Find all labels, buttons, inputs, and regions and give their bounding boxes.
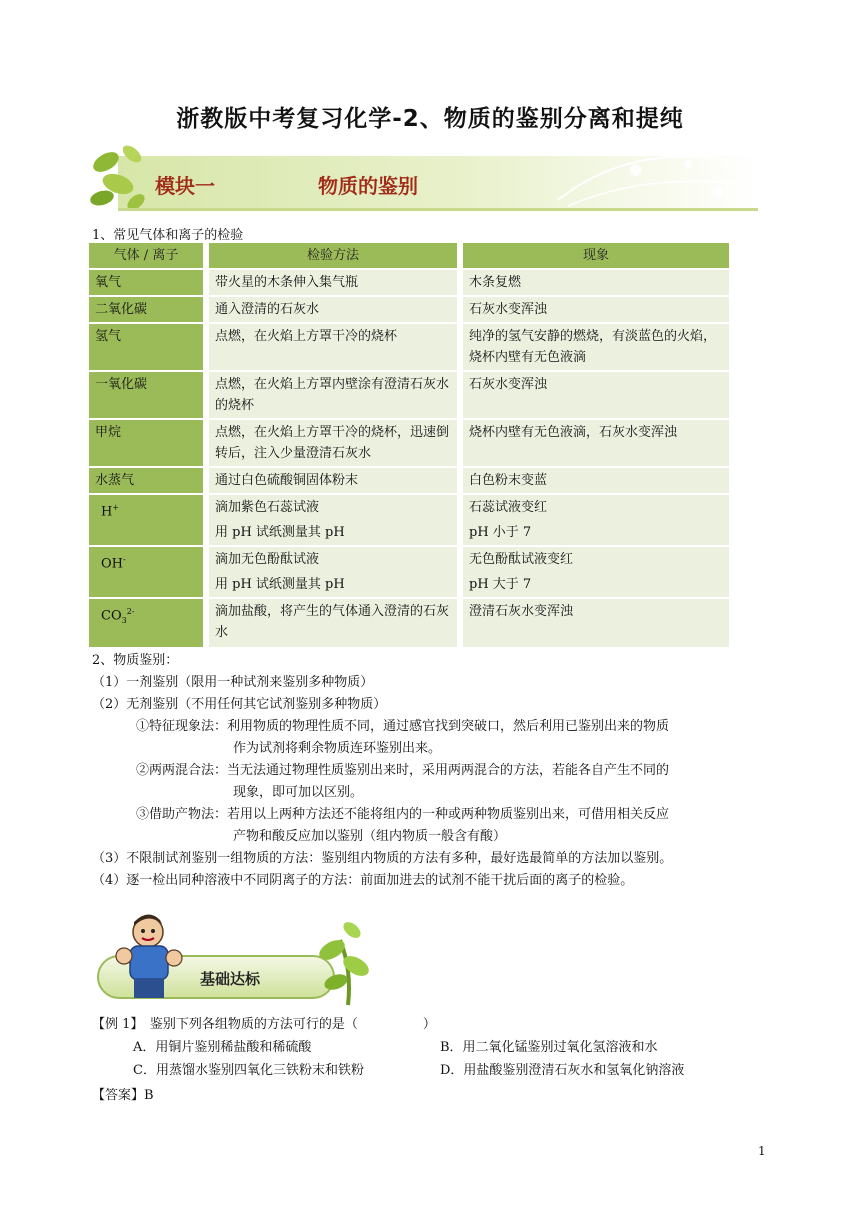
gas-name: 一氧化碳 (89, 370, 203, 418)
gas-name: 氧气 (89, 268, 203, 295)
note-item: （4）逐一检出同种溶液中不同阴离子的方法：前面加进去的试剂不能干扰后面的离子的检验。 (92, 873, 634, 888)
option-d: D．用盐酸鉴别澄清石灰水和氢氧化钠溶液 (440, 1063, 685, 1078)
method-text: 当无法通过物理性质鉴别出来时，采用两两混合的方法，若能各自产生不同的 (227, 763, 670, 778)
module-topic: 物质的鉴别 (318, 174, 418, 198)
table-row (89, 295, 729, 322)
method-text-cont: 产物和酸反应加以鉴别（组内物质一般含有酸） (233, 829, 507, 844)
method-text-cont: 作为试剂将剩余物质连环鉴别出来。 (233, 741, 442, 756)
table-row (89, 268, 729, 295)
method-label: ①特征现象法： (136, 719, 228, 734)
method-item (92, 804, 672, 826)
test-result: 纯净的氢气安静的燃烧，有淡蓝色的火焰，烧杯内壁有无色液滴 (457, 322, 729, 370)
method-item (92, 760, 672, 782)
test-result: 石灰水变浑浊 (457, 295, 729, 322)
page-title: 浙教版中考复习化学-2、物质的鉴别分离和提纯 (176, 106, 684, 132)
question-text: 鉴别下列各组物质的方法可行的是（ ） (149, 1017, 436, 1032)
test-method: 带火星的木条伸入集气瓶 (203, 268, 457, 295)
module-banner (88, 140, 758, 218)
test-method: 滴加紫色石蕊试液 (203, 493, 457, 520)
test-method: 通过白色硫酸铜固体粉末 (203, 466, 457, 493)
test-result: pH 大于 7 (457, 572, 729, 597)
test-method: 用 pH 试纸测量其 pH (203, 572, 457, 597)
table-row (89, 322, 729, 370)
note-item: （1）一剂鉴别（限用一种试剂来鉴别多种物质） (92, 675, 374, 690)
test-method: 滴加无色酚酞试液 (203, 545, 457, 572)
detection-table (89, 243, 729, 647)
test-method: 点燃，在火焰上方罩内壁涂有澄清石灰水的烧杯 (203, 370, 457, 418)
test-result: 石灰水变浑浊 (457, 370, 729, 418)
test-method: 点燃，在火焰上方罩干冷的烧杯 (203, 322, 457, 370)
section1-heading: 1、常见气体和离子的检验 (92, 228, 244, 243)
table-header: 现象 (457, 243, 729, 268)
basic-banner (90, 910, 370, 1010)
test-result: 白色粉末变蓝 (457, 466, 729, 493)
gas-name: 甲烷 (89, 418, 203, 466)
test-result: 无色酚酞试液变红 (457, 545, 729, 572)
test-method: 滴加盐酸，将产生的气体通入澄清的石灰水 (203, 597, 457, 647)
ion-name-co3: $CO_3^{2-}$ (89, 597, 203, 647)
answer: 【答案】B (92, 1088, 154, 1103)
test-method: 用 pH 试纸测量其 pH (203, 520, 457, 545)
gas-name: 氢气 (89, 322, 203, 370)
page-number: 1 (758, 1144, 766, 1158)
option-b: B．用二氧化锰鉴别过氧化氢溶液和水 (440, 1040, 658, 1055)
table-row (89, 370, 729, 418)
gas-name: 二氧化碳 (89, 295, 203, 322)
basic-banner-graphic (90, 910, 370, 1010)
gas-name: 水蒸气 (89, 466, 203, 493)
test-result: 木条复燃 (457, 268, 729, 295)
note-item: （2）无剂鉴别（不用任何其它试剂鉴别多种物质） (92, 697, 387, 712)
method-text: 若用以上两种方法还不能将组内的一种或两种物质鉴别出来，可借用相关反应 (227, 807, 670, 822)
table-header: 气体 / 离子 (89, 243, 203, 268)
option-a: A．用铜片鉴别稀盐酸和稀硫酸 (133, 1040, 312, 1055)
table-row (89, 545, 729, 572)
table-row (89, 597, 729, 647)
option-c: C．用蒸馏水鉴别四氧化三铁粉末和铁粉 (133, 1063, 364, 1078)
method-text-cont: 现象，即可加以区别。 (233, 785, 364, 800)
table-header: 检验方法 (203, 243, 457, 268)
basic-label: 基础达标 (200, 970, 261, 988)
method-text: 利用物质的物理性质不同，通过感官找到突破口，然后利用已鉴别出来的物质 (227, 719, 670, 734)
table-row (89, 466, 729, 493)
note-item: （3）不限制试剂鉴别一组物质的方法：鉴别组内物质的方法有多种，最好选最简单的方法加以鉴别。 (92, 851, 673, 866)
module-label: 模块一 (155, 174, 215, 198)
table-row (89, 418, 729, 466)
test-result: 澄清石灰水变浑浊 (457, 597, 729, 647)
method-item (92, 716, 672, 738)
method-label: ②两两混合法： (136, 763, 228, 778)
ion-name-h: H+ (89, 493, 203, 545)
method-label: ③借助产物法： (136, 807, 228, 822)
ion-name-oh: OH- (89, 545, 203, 597)
identification-notes (92, 650, 672, 892)
table-row (89, 493, 729, 520)
test-method: 点燃，在火焰上方罩干冷的烧杯，迅速倒转后，注入少量澄清石灰水 (203, 418, 457, 466)
test-result: 烧杯内壁有无色液滴，石灰水变浑浊 (457, 418, 729, 466)
example-question (92, 1013, 436, 1036)
test-method: 通入澄清的石灰水 (203, 295, 457, 322)
test-result: 石蕊试液变红 (457, 493, 729, 520)
test-result: pH 小于 7 (457, 520, 729, 545)
section2-heading: 2、物质鉴别： (92, 653, 179, 668)
example-tag: 【例 1】 (92, 1017, 137, 1032)
